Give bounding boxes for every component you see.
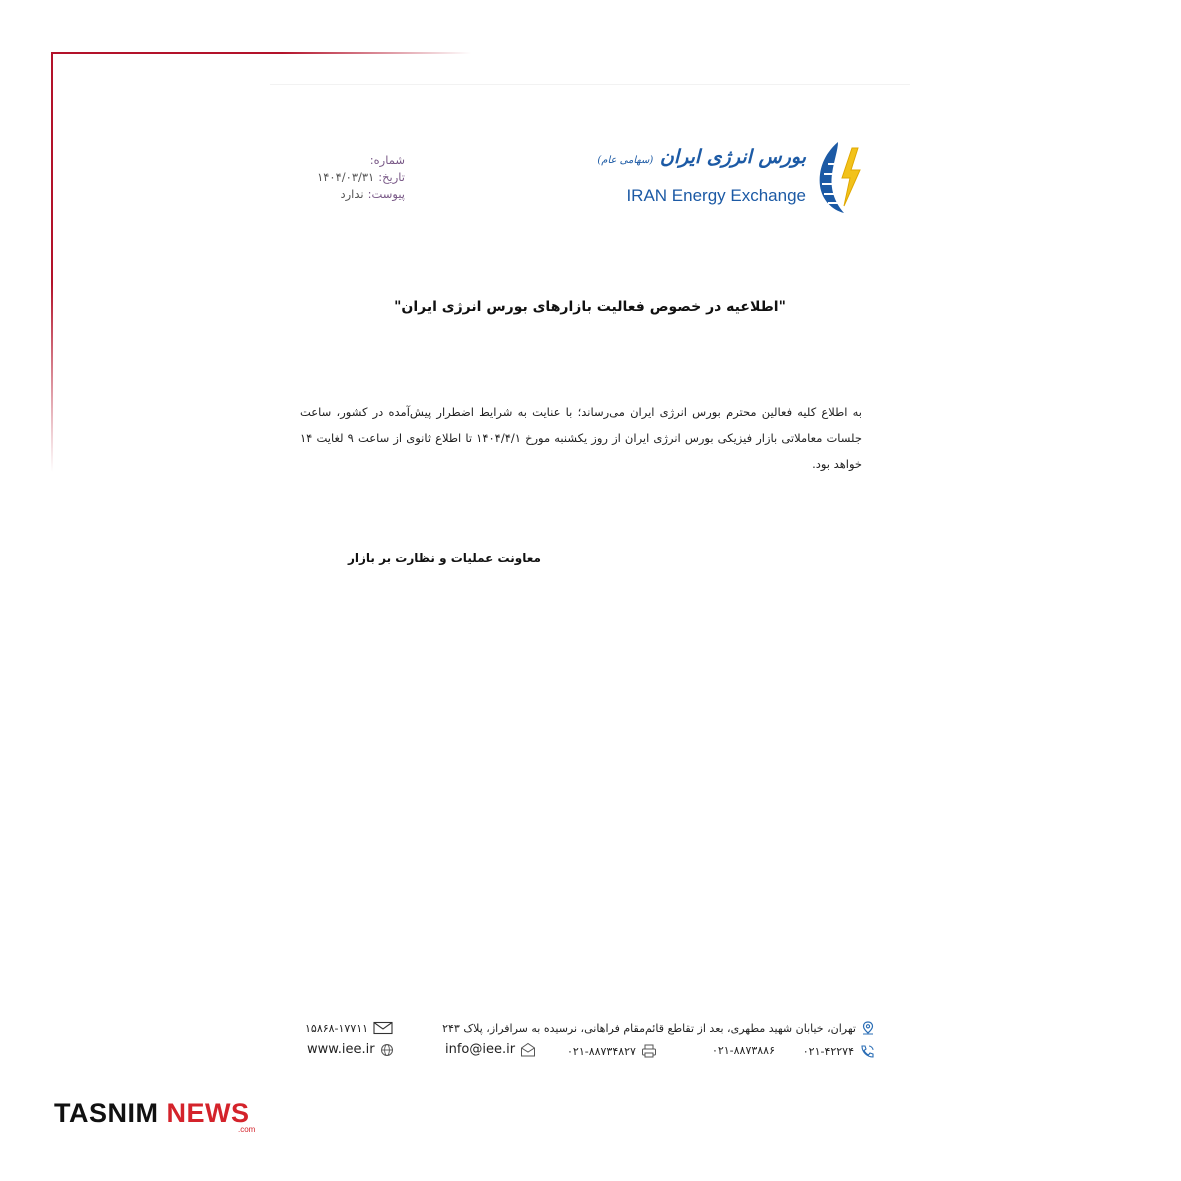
energy-globe-bolt-icon (814, 140, 862, 215)
date-value: ۱۴۰۴/۰۳/۳۱ (317, 170, 375, 184)
globe-icon (380, 1043, 394, 1057)
date-label: تاریخ: (378, 170, 405, 184)
number-row (300, 152, 405, 169)
phone-1-text: ۰۲۱-۴۲۲۷۴ (802, 1044, 854, 1058)
phone-1-item (803, 1044, 875, 1058)
website-text[interactable]: www.iee.ir (307, 1042, 375, 1057)
letter-footer (305, 1017, 875, 1067)
logo-persian-name: بورس انرژی ایران (سهامی عام) (597, 146, 806, 168)
fax-icon (641, 1044, 657, 1058)
envelope-icon (373, 1021, 393, 1035)
attachment-row (300, 186, 405, 203)
news-word: NEWS (166, 1098, 250, 1128)
tasnim-word: TASNIM (54, 1098, 159, 1128)
logo-english-name: IRAN Energy Exchange (626, 186, 806, 205)
email-icon (520, 1042, 536, 1057)
location-pin-icon (861, 1021, 875, 1035)
po-box-item (305, 1021, 393, 1035)
attachment-value: ندارد (340, 187, 364, 201)
phone-icon (859, 1044, 875, 1058)
tasnim-com-suffix: .com (238, 1125, 256, 1134)
attachment-label: پیوست: (367, 187, 405, 201)
fax-item (567, 1044, 657, 1058)
frame-left-border (51, 52, 53, 472)
date-row (300, 169, 405, 186)
email-text[interactable]: info@iee.ir (445, 1042, 516, 1057)
letter-metadata (300, 152, 405, 203)
number-label: شماره: (369, 153, 405, 167)
signature: معاونت عملیات و نظارت بر بازار (348, 551, 541, 565)
frame-top-border (51, 52, 471, 54)
tasnim-news-logo (54, 1098, 250, 1129)
iee-logo (597, 140, 862, 215)
address-item (442, 1021, 875, 1035)
fax-text: ۰۲۱-۸۸۷۳۴۸۲۷ (567, 1044, 636, 1058)
email-item[interactable] (445, 1042, 536, 1057)
letter-page (270, 84, 910, 1075)
po-box-text: ۱۵۸۶۸-۱۷۷۱۱ (305, 1021, 369, 1035)
announcement-body: به اطلاع کلیه فعالین محترم بورس انرژی ایران می‌رساند؛ با عنایت به شرایط اضطرار پیش‌آمده در کشور، ساعت جلسات معاملاتی بازار فیزیکی بورس انرژی ایران از روز یکشنبه مورخ ۱۴۰۴/۴/۱ تا اطلاع ثانوی از ساعت ۹ لغایت ۱۴ خواهد بود. (300, 405, 862, 471)
address-text: تهران، خیابان شهید مطهری، بعد از تقاطع قائم‌مقام فراهانی، نرسیده به سرافراز، پلاک ۲۴۳ (442, 1021, 856, 1035)
phone-2-text: ۰۲۱-۸۸۷۳۸۸۶ (711, 1044, 775, 1057)
website-item[interactable] (307, 1042, 394, 1057)
announcement-title: "اطلاعیه در خصوص فعالیت بازارهای بورس انرژی ایران" (394, 299, 786, 315)
phone-2-item (712, 1044, 775, 1057)
